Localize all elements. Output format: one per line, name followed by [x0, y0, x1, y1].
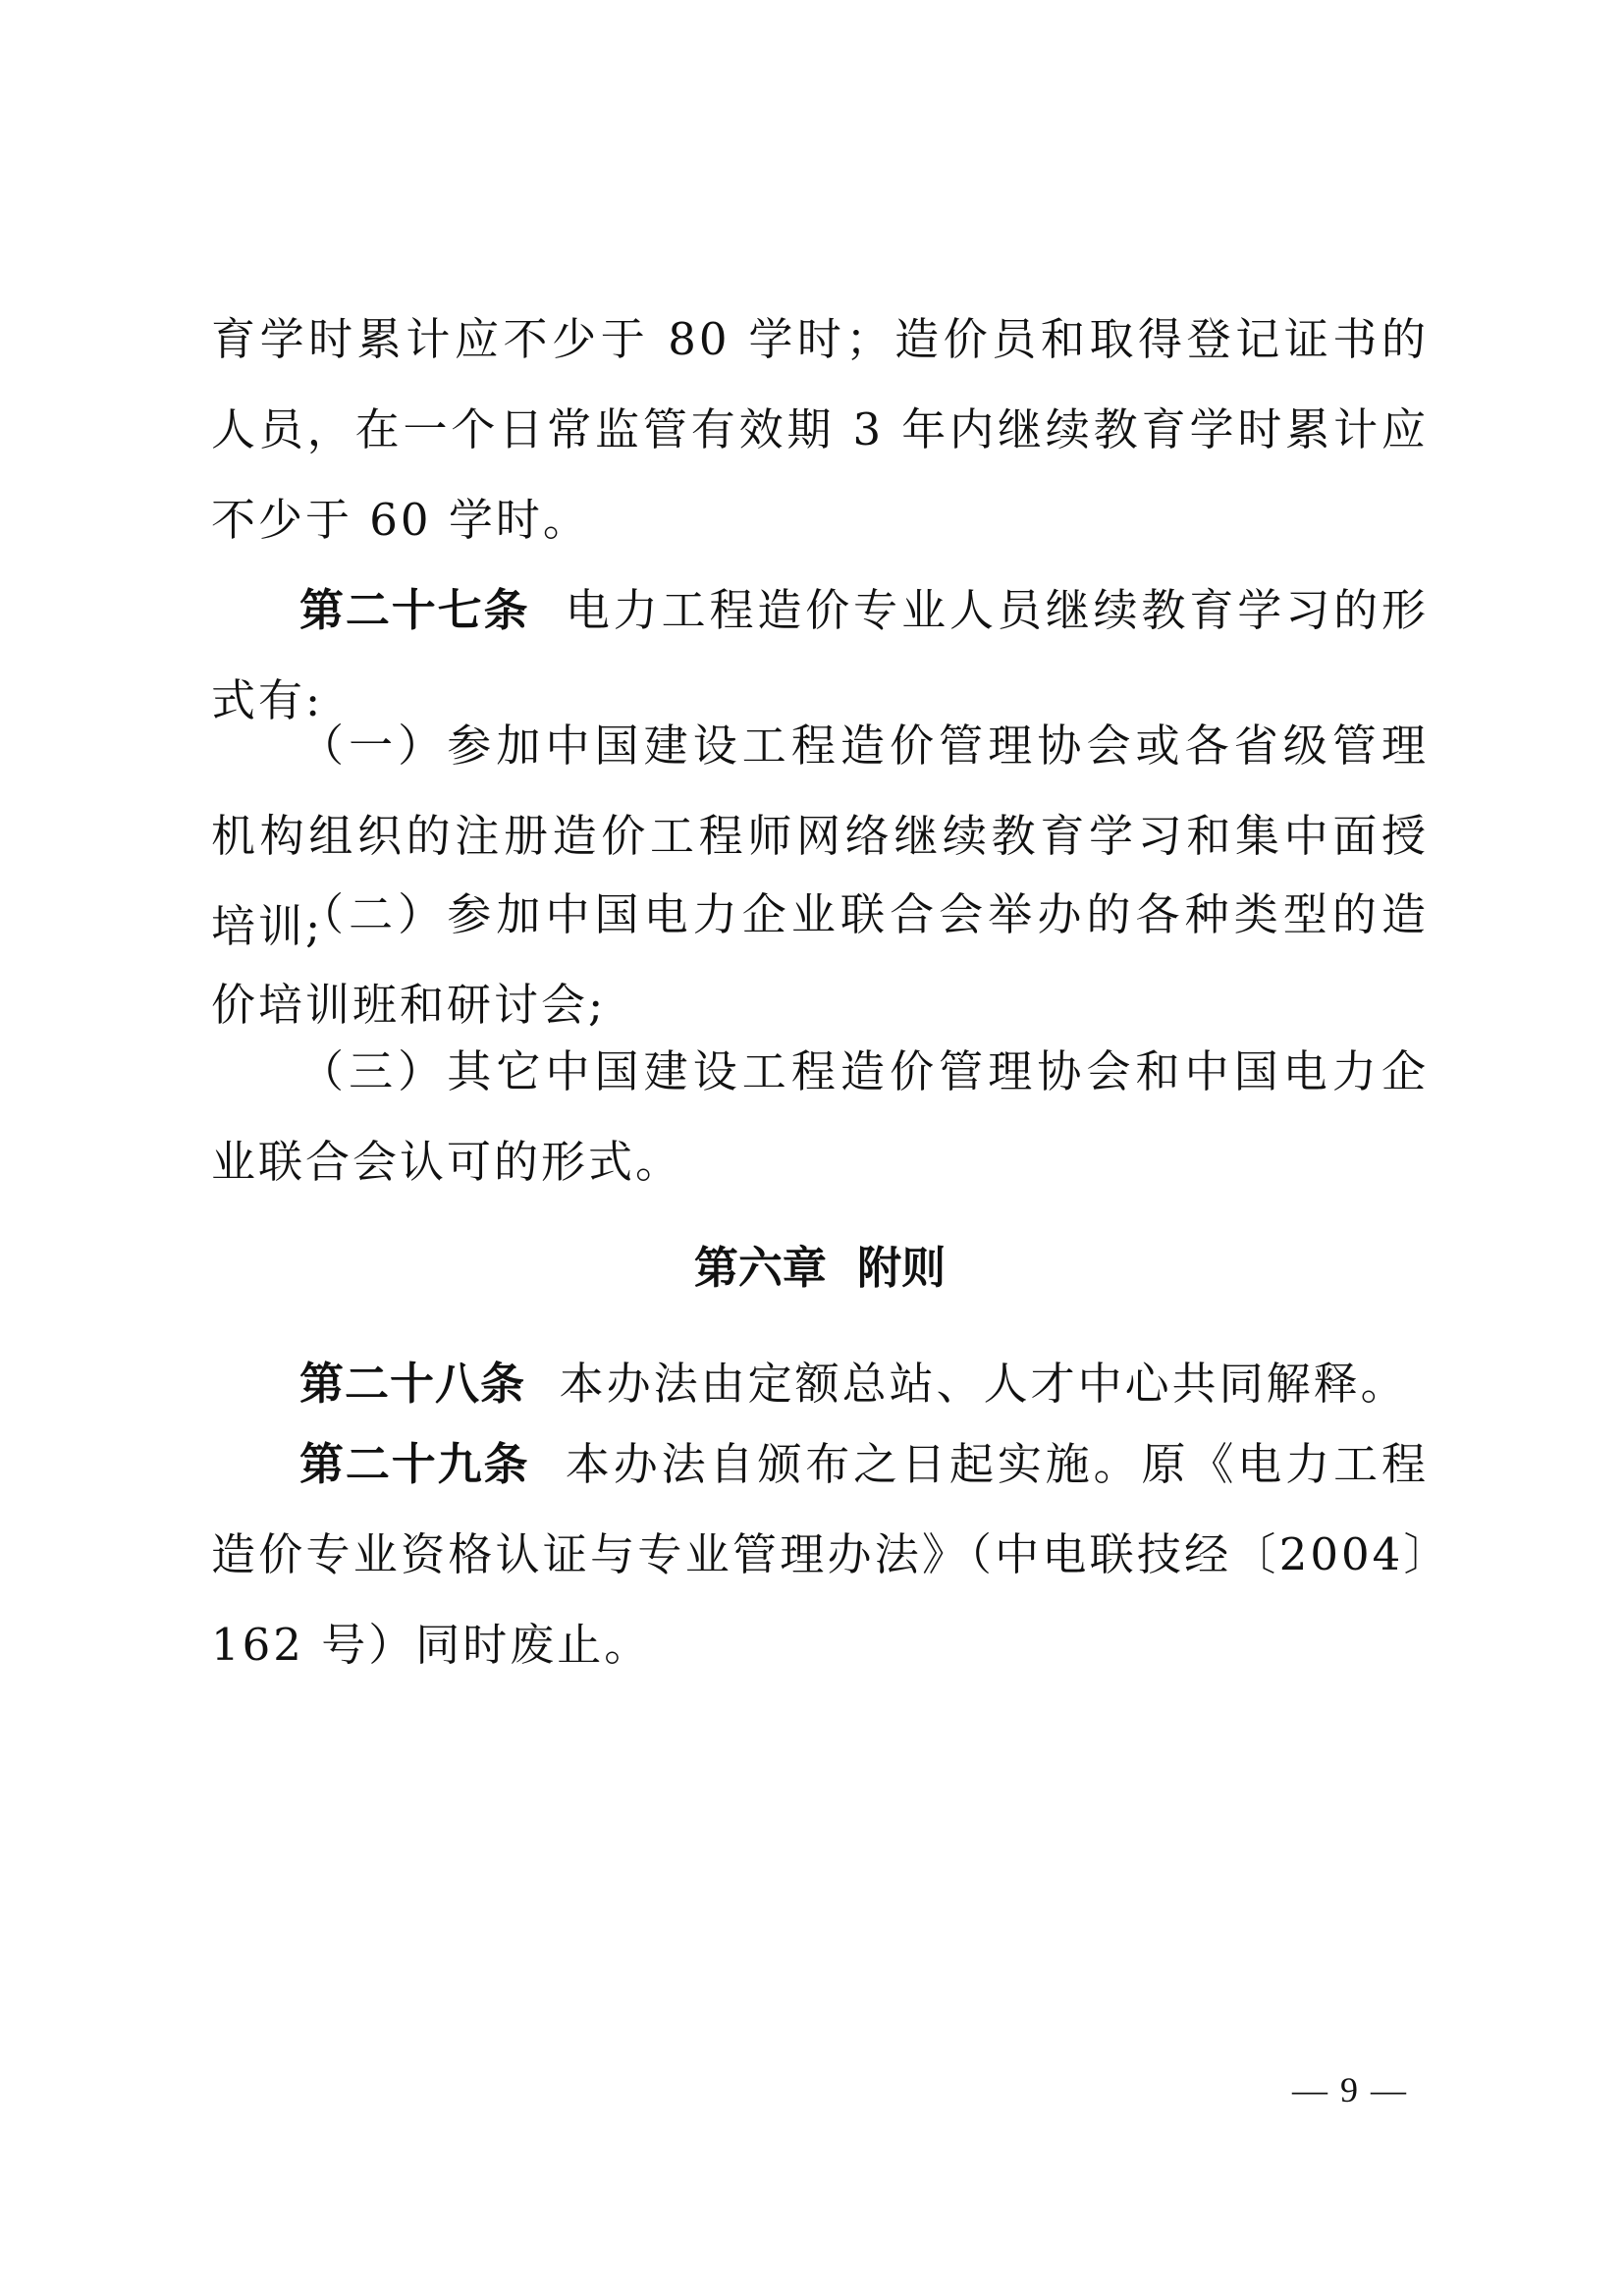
article-29 — [211, 1419, 1429, 1690]
article-28-label: 第二十八条 — [299, 1358, 526, 1410]
paragraph-continuation — [211, 294, 1429, 565]
list-item-3-text: （三）其它中国建设工程造价管理协会和中国电力企业联合会认可的形式。 — [211, 1045, 1429, 1188]
list-item-1-text: （一）参加中国建设工程造价管理协会或各省级管理机构组织的注册造价工程师网络继续教育学习和集中面授培训; — [211, 720, 1429, 952]
chapter-name: 附则 — [857, 1242, 947, 1294]
article-27-text: 电力工程造价专业人员继续教育学习的形式有: — [211, 584, 1429, 726]
page-number: — 9 — — [1292, 2070, 1408, 2109]
list-item-3 — [211, 1027, 1429, 1207]
article-27-label: 第二十七条 — [299, 584, 530, 636]
chapter-heading — [211, 1223, 1429, 1313]
list-item-2-text: （二）参加中国电力企业联合会举办的各种类型的造价培训班和研讨会; — [211, 888, 1429, 1031]
article-29-label: 第二十九条 — [299, 1438, 530, 1490]
continuation-text: 育学时累计应不少于 80 学时；造价员和取得登记证书的人员，在一个日常监管有效期 3 年内继续教育学时累计应不少于 60 学时。 — [211, 313, 1429, 546]
article-28 — [211, 1339, 1429, 1429]
article-28-text: 本办法由定额总站、人才中心共同解释。 — [559, 1358, 1408, 1410]
chapter-title: 第六章 — [693, 1242, 827, 1294]
article-29-text: 本办法自颁布之日起实施。原《电力工程造价专业资格认证与专业管理办法》（中电联技经〔2004〕162 号）同时废止。 — [211, 1438, 1429, 1671]
list-item-2 — [211, 870, 1429, 1050]
